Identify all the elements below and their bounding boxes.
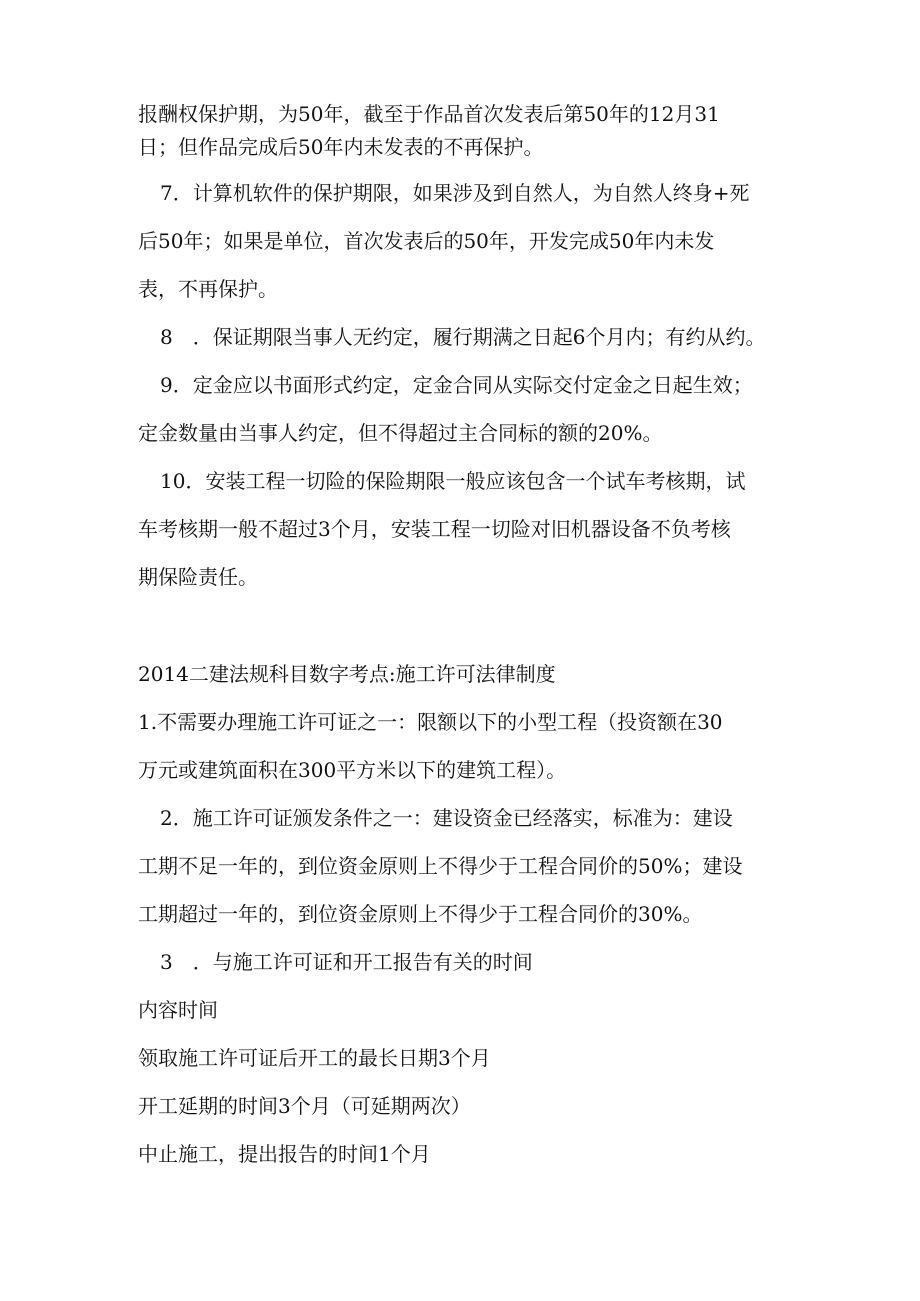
item-2-line-2: 工期不足一年的，到位资金原则上不得少于工程合同价的50%；建设 (138, 854, 743, 878)
item-1-line-2: 万元或建筑面积在300平方米以下的建筑工程）。 (138, 758, 567, 782)
table-row-3: 中止施工，提出报告的时间1个月 (138, 1142, 431, 1166)
paragraph-7-line-3: 表，不再保护。 (138, 277, 278, 301)
item-2-line-1: 2．施工许可证颁发条件之一：建设资金已经落实，标准为：建设 (160, 806, 733, 830)
table-row-2: 开工延期的时间3个月（可延期两次） (138, 1094, 471, 1118)
item-3-line-1: 3 ．与施工许可证和开工报告有关的时间 (160, 950, 533, 974)
table-row-1: 领取施工许可证后开工的最长日期3个月 (138, 1046, 491, 1070)
item-2-line-3: 工期超过一年的，到位资金原则上不得少于工程合同价的30%。 (138, 902, 703, 926)
paragraph-9-line-2: 定金数量由当事人约定，但不得超过主合同标的额的20%。 (138, 421, 663, 445)
paragraph-10-line-1: 10．安装工程一切险的保险期限一般应该包含一个试车考核期，试 (160, 469, 746, 493)
paragraph-8-line-1: 8 ．保证期限当事人无约定，履行期满之日起6个月内；有约从约。 (160, 325, 766, 349)
table-header: 内容时间 (138, 998, 218, 1022)
paragraph-7-line-1: 7．计算机软件的保护期限，如果涉及到自然人，为自然人终身+死 (160, 181, 750, 205)
paragraph-7-line-2: 后50年；如果是单位，首次发表后的50年，开发完成50年内未发 (138, 229, 715, 253)
paragraph-6-line-1: 报酬权保护期，为50年，截至于作品首次发表后第50年的12月31 (138, 102, 720, 126)
paragraph-9-line-1: 9．定金应以书面形式约定，定金合同从实际交付定金之日起生效； (160, 373, 753, 397)
paragraph-10-line-3: 期保险责任。 (138, 565, 258, 589)
item-1-line-1: 1.不需要办理施工许可证之一：限额以下的小型工程（投资额在30 (138, 710, 723, 734)
section-heading: 2014二建法规科目数字考点:施工许可法律制度 (138, 662, 556, 686)
paragraph-6-line-2: 日；但作品完成后50年内未发表的不再保护。 (138, 135, 544, 159)
paragraph-10-line-2: 车考核期一般不超过3个月，安装工程一切险对旧机器设备不负考核 (138, 517, 731, 541)
